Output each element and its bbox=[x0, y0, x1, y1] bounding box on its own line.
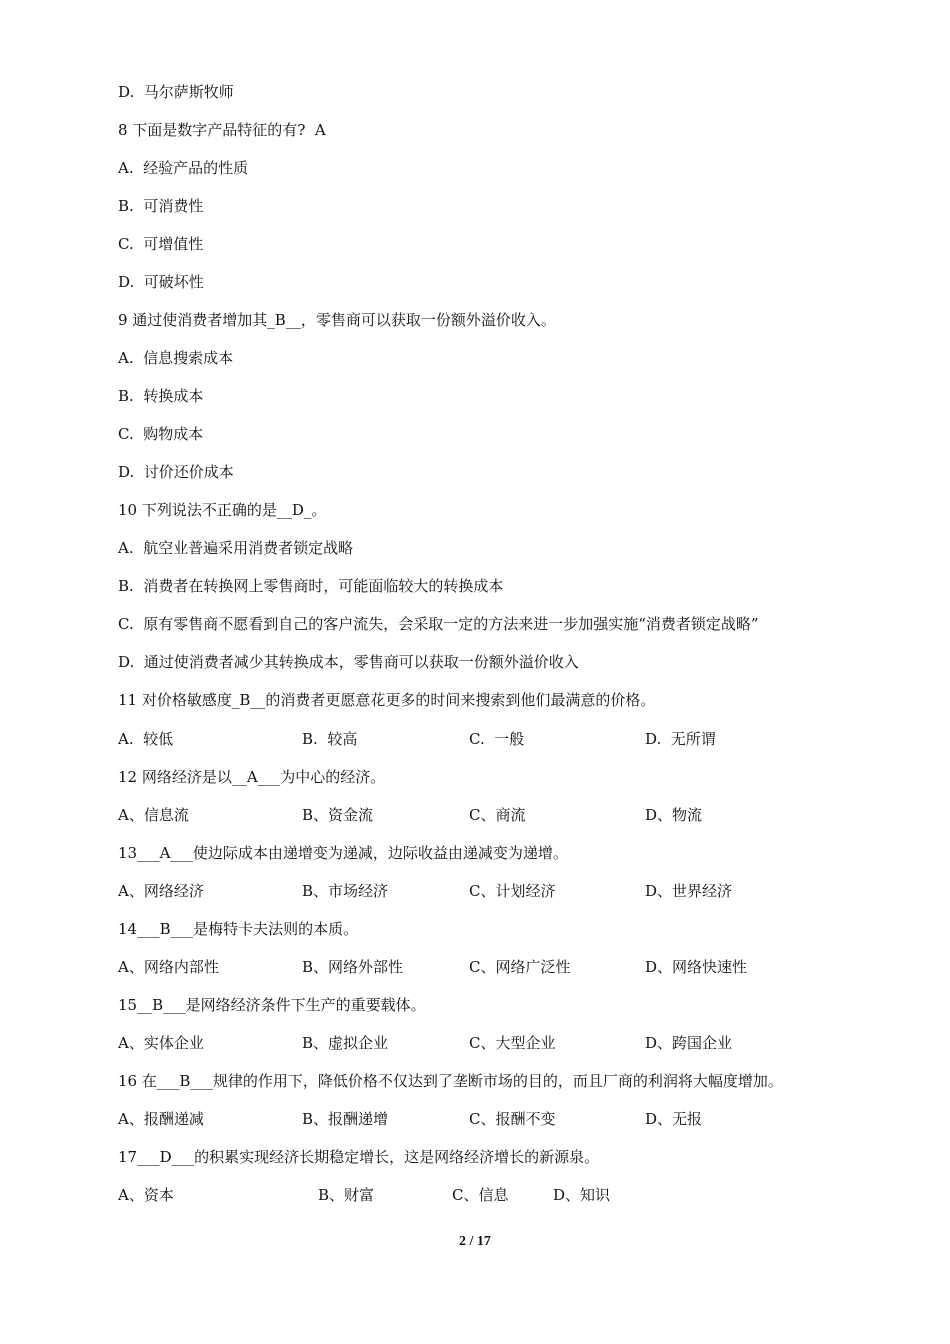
option-b: B、财富 bbox=[318, 1186, 375, 1204]
option-d: D、跨国企业 bbox=[645, 1034, 733, 1052]
question-stem: 13___A___使边际成本由递增变为递减，边际收益由递减变为递增。 bbox=[118, 844, 568, 862]
option-a: A、资本 bbox=[118, 1186, 174, 1204]
question-stem: 9 通过使消费者增加其_B__，零售商可以获取一份额外溢价收入。 bbox=[118, 311, 556, 329]
question-stem: 8 下面是数字产品特征的有? A bbox=[118, 121, 326, 139]
option-a: A. 较低 bbox=[118, 730, 174, 748]
question-stem: 17___D___的积累实现经济长期稳定增长，这是网络经济增长的新源泉。 bbox=[118, 1148, 600, 1166]
option-d: D、网络快速性 bbox=[645, 958, 748, 976]
option-line: C. 原有零售商不愿看到自己的客户流失，会采取一定的方法来进一步加强实施“消费者锁定战略” bbox=[118, 615, 759, 633]
text-line: D. 马尔萨斯牧师 bbox=[118, 83, 234, 101]
question-stem: 11 对价格敏感度_B__的消费者更愿意花更多的时间来搜索到他们最满意的价格。 bbox=[118, 691, 656, 709]
question-stem: 15__B___是网络经济条件下生产的重要载体。 bbox=[118, 996, 426, 1014]
option-line: A. 信息搜索成本 bbox=[118, 349, 234, 367]
option-line: B. 转换成本 bbox=[118, 387, 204, 405]
option-c: C、商流 bbox=[469, 806, 526, 824]
option-line: B. 消费者在转换网上零售商时，可能面临较大的转换成本 bbox=[118, 577, 504, 595]
option-line: D. 讨价还价成本 bbox=[118, 463, 234, 481]
option-line: D. 可破坏性 bbox=[118, 273, 204, 291]
option-d: D、世界经济 bbox=[645, 882, 733, 900]
option-a: A、报酬递减 bbox=[118, 1110, 204, 1128]
option-line: A. 航空业普遍采用消费者锁定战略 bbox=[118, 539, 354, 557]
page-number: 2 / 17 bbox=[459, 1234, 491, 1249]
option-c: C、信息 bbox=[452, 1186, 509, 1204]
option-d: D. 无所谓 bbox=[645, 730, 716, 748]
option-a: A、网络内部性 bbox=[118, 958, 219, 976]
option-d: D、物流 bbox=[645, 806, 703, 824]
option-c: C、报酬不变 bbox=[469, 1110, 556, 1128]
question-stem: 14___B___是梅特卡夫法则的本质。 bbox=[118, 920, 359, 938]
option-c: C、网络广泛性 bbox=[469, 958, 571, 976]
option-line: C. 购物成本 bbox=[118, 425, 204, 443]
option-b: B、市场经济 bbox=[302, 882, 389, 900]
option-line: B. 可消费性 bbox=[118, 197, 204, 215]
option-a: A、网络经济 bbox=[118, 882, 204, 900]
option-b: B、网络外部性 bbox=[302, 958, 404, 976]
option-b: B. 较高 bbox=[302, 730, 358, 748]
option-b: B、报酬递增 bbox=[302, 1110, 389, 1128]
option-d: D、无报 bbox=[645, 1110, 703, 1128]
option-d: D、知识 bbox=[553, 1186, 611, 1204]
option-c: C、计划经济 bbox=[469, 882, 556, 900]
option-a: A、信息流 bbox=[118, 806, 189, 824]
option-line: A. 经验产品的性质 bbox=[118, 159, 249, 177]
question-stem: 16 在___B___规律的作用下，降低价格不仅达到了垄断市场的目的，而且厂商的利润将大幅度增加。 bbox=[118, 1072, 783, 1090]
option-c: C、大型企业 bbox=[469, 1034, 556, 1052]
option-line: D. 通过使消费者减少其转换成本，零售商可以获取一份额外溢价收入 bbox=[118, 653, 579, 671]
option-line: C. 可增值性 bbox=[118, 235, 204, 253]
option-a: A、实体企业 bbox=[118, 1034, 204, 1052]
question-stem: 12 网络经济是以__A___为中心的经济。 bbox=[118, 768, 386, 786]
option-c: C. 一般 bbox=[469, 730, 525, 748]
question-stem: 10 下列说法不正确的是__D_。 bbox=[118, 501, 327, 519]
option-b: B、虚拟企业 bbox=[302, 1034, 389, 1052]
option-b: B、资金流 bbox=[302, 806, 374, 824]
